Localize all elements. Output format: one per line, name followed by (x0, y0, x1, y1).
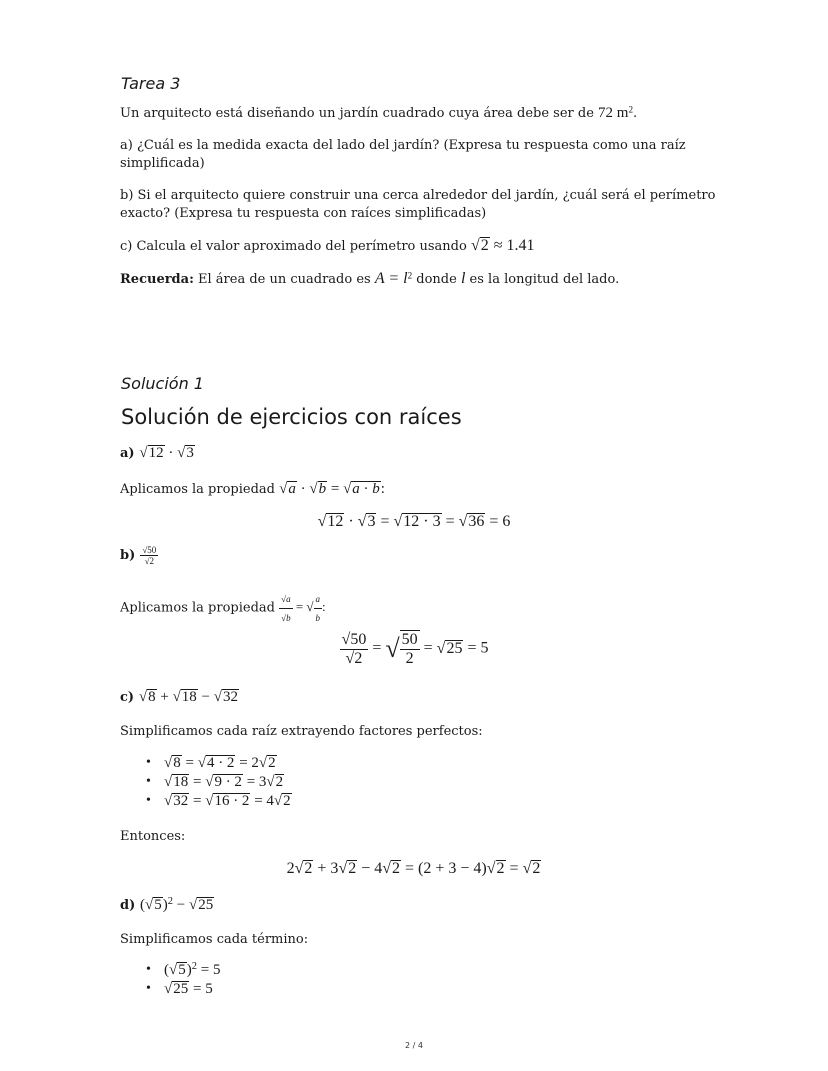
item-d-text: Simplificamos cada término: (120, 932, 309, 947)
item-c-text: Simplificamos cada raíz extrayendo factores perfectos: (120, 724, 483, 739)
tarea-intro: Un arquitecto está diseñando un jardín cuadrado cuya área debe ser de 72 $m^2$. (120, 104, 638, 121)
item-c-heading: c) √8 + √18 − √32 (120, 689, 238, 705)
list-item: • √32 = √16 · 2 = 4√2 (146, 793, 292, 812)
reminder: Recuerda: El área de un cuadrado es $A = l^2$ donde l es la longitud del lado. (120, 270, 620, 287)
question-a: a) ¿Cuál es la medida exacta del lado del jardín? (Expresa tu respuesta como una raíz simplificada) (120, 138, 686, 171)
list-item: • $(√5)^2 = 5$ (146, 962, 220, 981)
list-item: • √8 = √4 · 2 = 2√2 (146, 755, 292, 774)
item-c-list (146, 755, 292, 812)
list-item: • √25 = 5 (146, 981, 220, 1000)
item-a-property: Aplicamos la propiedad √a · √b = √a · b: (120, 481, 385, 497)
item-a-heading: a) √12 · √3 (120, 445, 194, 461)
page-number: 2 / 4 (405, 1041, 423, 1050)
tarea-header: Tarea 3 (121, 74, 181, 93)
item-b-heading: b) $\frac{√50}{√2}$ (120, 545, 157, 566)
question-b: b) Si el arquitecto quiere construir una cerca alrededor del jardín, ¿cuál será el perímetro exacto? (Expresa tu respuesta con raíces simplificadas) (120, 188, 716, 221)
question-c: c) Calcula el valor aproximado del perímetro usando √2 ≈ 1.41 (120, 237, 535, 254)
item-a-equation: √12 · √3 = √12 · 3 = √36 = 6 (317, 513, 511, 530)
list-item: • √18 = √9 · 2 = 3√2 (146, 774, 292, 793)
item-c-then: Entonces: (120, 829, 186, 844)
item-d-heading: d) $(√5)^2 - √25$ (120, 895, 214, 913)
item-b-equation: $\frac{√50}{√2}$ = √ $\frac{50}{2}$ = √25 = 5 (341, 630, 489, 667)
item-c-equation: 2√2 + 3√2 − 4√2 = (2 + 3 − 4)√2 = √2 (286, 860, 541, 877)
item-d-list (146, 962, 220, 1000)
solucion-header: Solución 1 (121, 374, 204, 393)
item-b-property: Aplicamos la propiedad $\frac{√a}{√b}$ = √ $\frac{a}{b}$ : (120, 590, 326, 627)
solucion-title: Solución de ejercicios con raíces (121, 405, 462, 429)
